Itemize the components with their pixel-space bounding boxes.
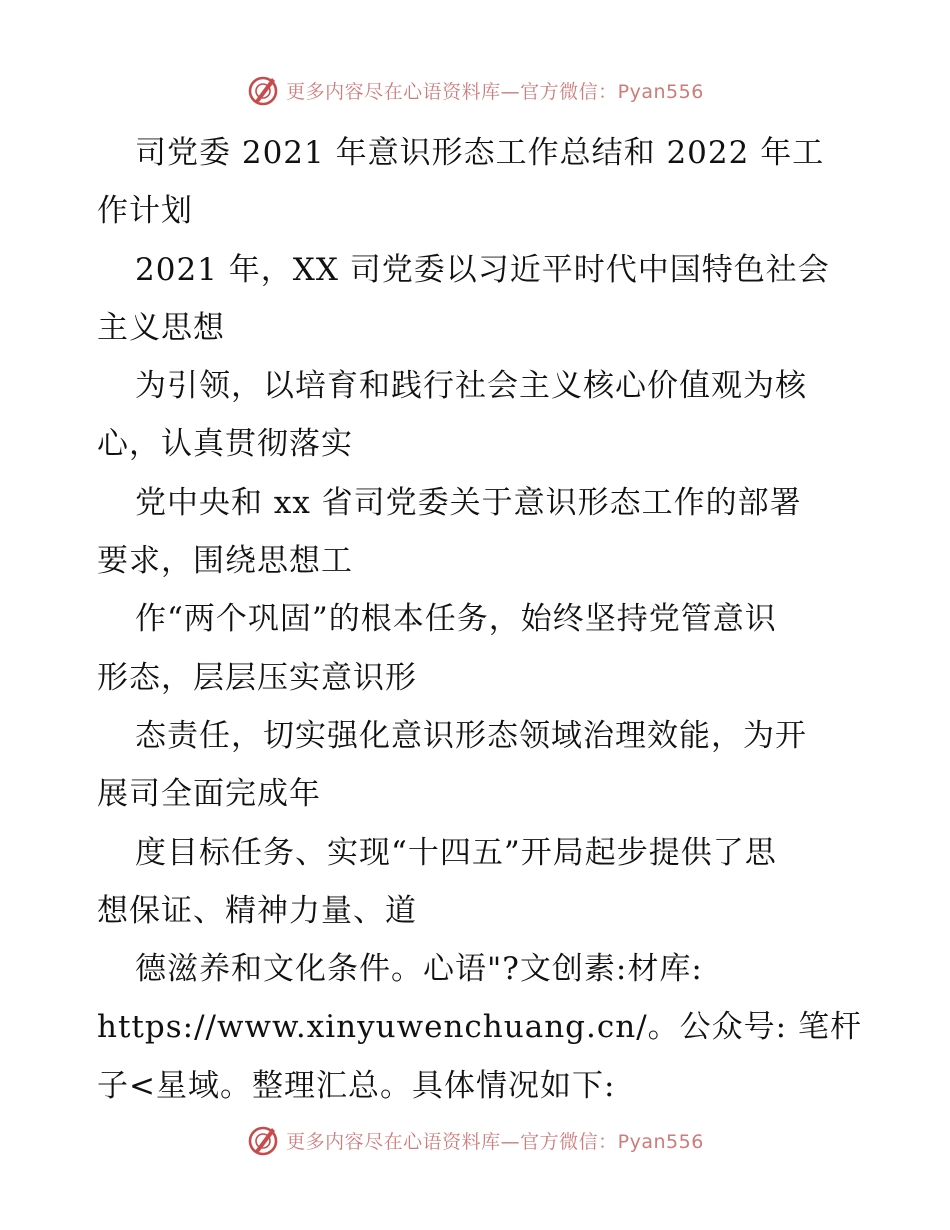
- text-line: 作计划: [97, 193, 193, 230]
- text-line: 形态，层层压实意识形: [97, 659, 417, 696]
- text-line: 要求，围绕思想工: [97, 543, 353, 580]
- text-line: 想保证、精神力量、道: [97, 892, 417, 929]
- text-line: 度目标任务、实现“十四五”开局起步提供了思: [135, 834, 777, 871]
- text-line: https://www.xinyuwenchuang.cn/。公众号: 笔杆: [97, 1009, 862, 1046]
- quill-logo-icon: [246, 1123, 280, 1157]
- text-line: 心，认真贯彻落实: [97, 426, 353, 463]
- text-line: 党中央和 xx 省司党委关于意识形态工作的部署: [135, 484, 802, 521]
- document-body: [97, 124, 862, 1115]
- watermark-text: 更多内容尽在心语资料库—官方微信：Pyan556: [286, 1130, 704, 1153]
- watermark-footer: [0, 1120, 950, 1160]
- text-line: 态责任，切实强化意识形态领域治理效能，为开: [135, 717, 807, 754]
- text-line: 作“两个巩固”的根本任务，始终坚持党管意识: [135, 601, 777, 638]
- text-line: 德滋养和文化条件。心语"?文创素:材库:: [135, 951, 703, 988]
- text-line: 为引领，以培育和践行社会主义核心价值观为核: [135, 368, 807, 405]
- text-line: 子<星域。整理汇总。具体情况如下:: [97, 1067, 616, 1104]
- text-line: 主义思想: [97, 309, 225, 346]
- text-line: 2021 年，XX 司党委以习近平时代中国特色社会: [135, 251, 830, 288]
- watermark-text: 更多内容尽在心语资料库—官方微信：Pyan556: [286, 80, 704, 103]
- text-line: 展司全面完成年: [97, 776, 321, 813]
- watermark-header: [0, 70, 950, 110]
- quill-logo-icon: [246, 73, 280, 107]
- text-line: 司党委 2021 年意识形态工作总结和 2022 年工: [135, 135, 825, 171]
